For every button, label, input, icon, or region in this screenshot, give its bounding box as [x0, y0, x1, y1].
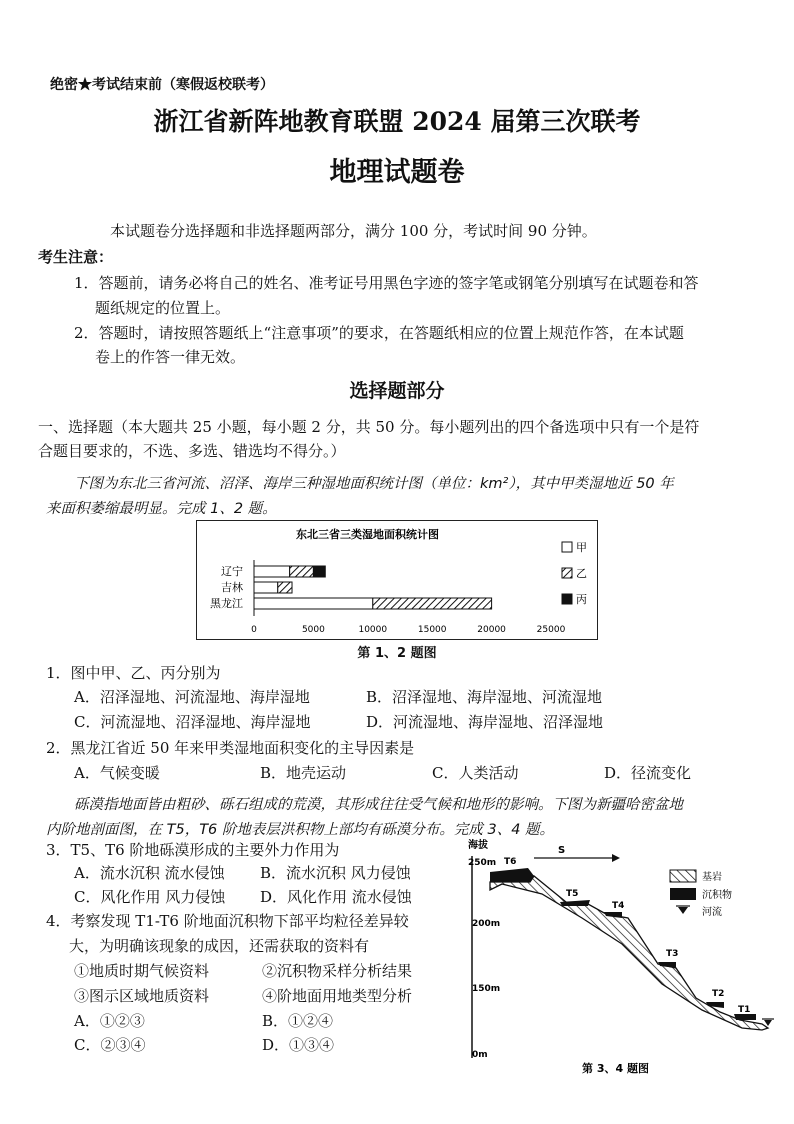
x-tick-label: 10000 — [358, 625, 388, 635]
bar-乙 — [278, 582, 292, 593]
q4-option-c[interactable]: C．②③④ — [74, 1036, 146, 1054]
y-tick-200: 200m — [472, 919, 501, 929]
q3-option-a[interactable]: A．流水沉积 流水侵蚀 — [74, 864, 225, 882]
notice-item-2-line2: 卷上的作答一律无效。 — [95, 348, 246, 366]
section-instructions-line2: 合题目要求的，不选、多选、错选均不得分。） — [38, 442, 346, 460]
q3-stem: 3．T5、T6 阶地砾漠形成的主要外力作用为 — [46, 841, 340, 859]
q4-option-a[interactable]: A．①②③ — [74, 1012, 145, 1030]
notice-item-1-line2: 题纸规定的位置上。 — [95, 299, 231, 317]
terrace-label-t5: T5 — [566, 889, 579, 899]
legend-river-label: 河流 — [702, 907, 722, 918]
q2-option-c[interactable]: C．人类活动 — [432, 764, 519, 782]
q3-option-c[interactable]: C．风化作用 风力侵蚀 — [74, 888, 226, 906]
notice-item-2-line1: 2．答题时，请按照答题纸上“注意事项”的要求，在答题纸相应的位置上规范作答，在本试题 — [74, 324, 684, 342]
category-label: 吉林 — [221, 581, 243, 594]
x-tick-label: 5000 — [301, 625, 325, 635]
x-tick-label: 0 — [251, 625, 257, 635]
category-label: 辽宁 — [221, 565, 243, 578]
x-tick-label: 20000 — [477, 625, 506, 635]
y-axis-label: 海拔 — [468, 840, 488, 851]
chart1-caption: 第 1、2 题图 — [357, 646, 437, 661]
section-title: 选择题部分 — [349, 380, 445, 402]
q2-stem: 2．黑龙江省近 50 年来甲类湿地面积变化的主导因素是 — [46, 739, 415, 757]
legend-river-swatch — [678, 907, 688, 914]
exam-subtitle: 地理试题卷 — [329, 157, 465, 188]
q1-option-c[interactable]: C．河流湿地、沼泽湿地、海岸湿地 — [74, 713, 311, 731]
q2-option-d[interactable]: D．径流变化 — [604, 764, 692, 782]
intro-text: 本试题卷分选择题和非选择题两部分，满分 100 分，考试时间 90 分钟。 — [110, 222, 597, 240]
q1-option-a[interactable]: A．沼泽湿地、河流湿地、海岸湿地 — [74, 688, 310, 706]
passage2-line2: 内阶地剖面图，在 T5，T6 阶地表层洪积物上部均有砾漠分布。完成 3、4 题。 — [46, 822, 555, 838]
q4-stem-line1: 4．考察发现 T1-T6 阶地面沉积物下部平均粒径差异较 — [46, 912, 409, 930]
q2-option-a[interactable]: A．气候变暖 — [74, 764, 160, 782]
q2-option-b[interactable]: B．地壳运动 — [260, 764, 347, 782]
y-tick-150: 150m — [472, 984, 501, 994]
y-tick-0: 0m — [472, 1050, 488, 1060]
bar-甲 — [254, 582, 278, 593]
legend-sediment-swatch — [670, 888, 696, 900]
q4-statement-4: ④阶地面用地类型分析 — [262, 987, 413, 1005]
q4-stem-line2: 大，为明确该现象的成因，还需获取的资料有 — [69, 937, 370, 955]
legend-sediment-label: 沉积物 — [702, 890, 732, 901]
terrace-label-t1: T1 — [738, 1005, 751, 1015]
q3-option-d[interactable]: D．风化作用 流水侵蚀 — [260, 888, 412, 906]
terrace-label-t3: T3 — [666, 949, 679, 959]
legend-label-乙: 乙 — [576, 567, 587, 580]
y-tick-250: 250m — [468, 858, 497, 868]
q4-option-b[interactable]: B．①②④ — [262, 1012, 334, 1030]
notice-heading: 考生注意： — [38, 248, 114, 266]
section-instructions-line1: 一、选择题（本大题共 25 小题，每小题 2 分，共 50 分。每小题列出的四个备选项中只有一个是符 — [38, 418, 700, 436]
secret-line: 绝密★考试结束前（寒假返校联考） — [50, 77, 274, 93]
q1-stem: 1．图中甲、乙、丙分别为 — [46, 664, 221, 682]
legend-bedrock-swatch — [670, 870, 696, 882]
bar-乙 — [373, 598, 492, 609]
q3-option-b[interactable]: B．流水沉积 风力侵蚀 — [260, 864, 411, 882]
q4-statement-3: ③图示区域地质资料 — [74, 987, 210, 1005]
bar-丙 — [313, 566, 325, 577]
direction-label: S — [558, 845, 566, 856]
q1-option-d[interactable]: D．河流湿地、海岸湿地、沼泽湿地 — [366, 713, 604, 731]
exam-title: 浙江省新阵地教育联盟 2024 届第三次联考 — [153, 107, 641, 136]
legend-label-丙: 丙 — [576, 593, 587, 606]
passage1-line1: 下图为东北三省河流、沼泽、海岸三种湿地面积统计图（单位：km²），其中甲类湿地近 50 年 — [74, 476, 674, 492]
x-tick-label: 25000 — [536, 625, 566, 635]
q1-option-b[interactable]: B．沼泽湿地、海岸湿地、河流湿地 — [366, 688, 603, 706]
wetland-area-chart — [196, 520, 598, 660]
sediment-t6 — [490, 868, 534, 882]
legend-swatch-丙 — [562, 594, 572, 604]
passage1-line2: 来面积萎缩最明显。完成 1、2 题。 — [46, 501, 277, 517]
category-label: 黑龙江 — [210, 597, 243, 610]
bar-乙 — [290, 566, 314, 577]
notice-item-1-line1: 1．答题前，请务必将自己的姓名、准考证号用黑色字迹的签字笔或钢笔分别填写在试题卷和答 — [74, 274, 699, 292]
q4-statement-1: ①地质时期气候资料 — [74, 962, 210, 980]
chart-title: 东北三省三类湿地面积统计图 — [296, 528, 439, 541]
terrace-profile-diagram — [462, 834, 780, 1082]
terrace-label-t2: T2 — [712, 989, 725, 999]
legend-label-甲: 甲 — [576, 541, 587, 554]
q4-statement-2: ②沉积物采样分析结果 — [262, 962, 413, 980]
x-tick-label: 15000 — [417, 625, 447, 635]
figure2-caption: 第 3、4 题图 — [582, 1062, 649, 1075]
terrace-label-t6: T6 — [504, 857, 517, 867]
legend-bedrock-label: 基岩 — [702, 872, 722, 883]
q4-option-d[interactable]: D．①③④ — [262, 1036, 335, 1054]
legend-swatch-乙 — [562, 568, 572, 578]
passage2-line1: 砾漠指地面皆由粗砂、砾石组成的荒漠，其形成往往受气候和地形的影响。下图为新疆哈密盆地 — [74, 797, 683, 813]
terrace-label-t4: T4 — [612, 901, 625, 911]
river-symbol — [764, 1020, 772, 1026]
bar-甲 — [254, 566, 290, 577]
bar-甲 — [254, 598, 373, 609]
legend-swatch-甲 — [562, 542, 572, 552]
